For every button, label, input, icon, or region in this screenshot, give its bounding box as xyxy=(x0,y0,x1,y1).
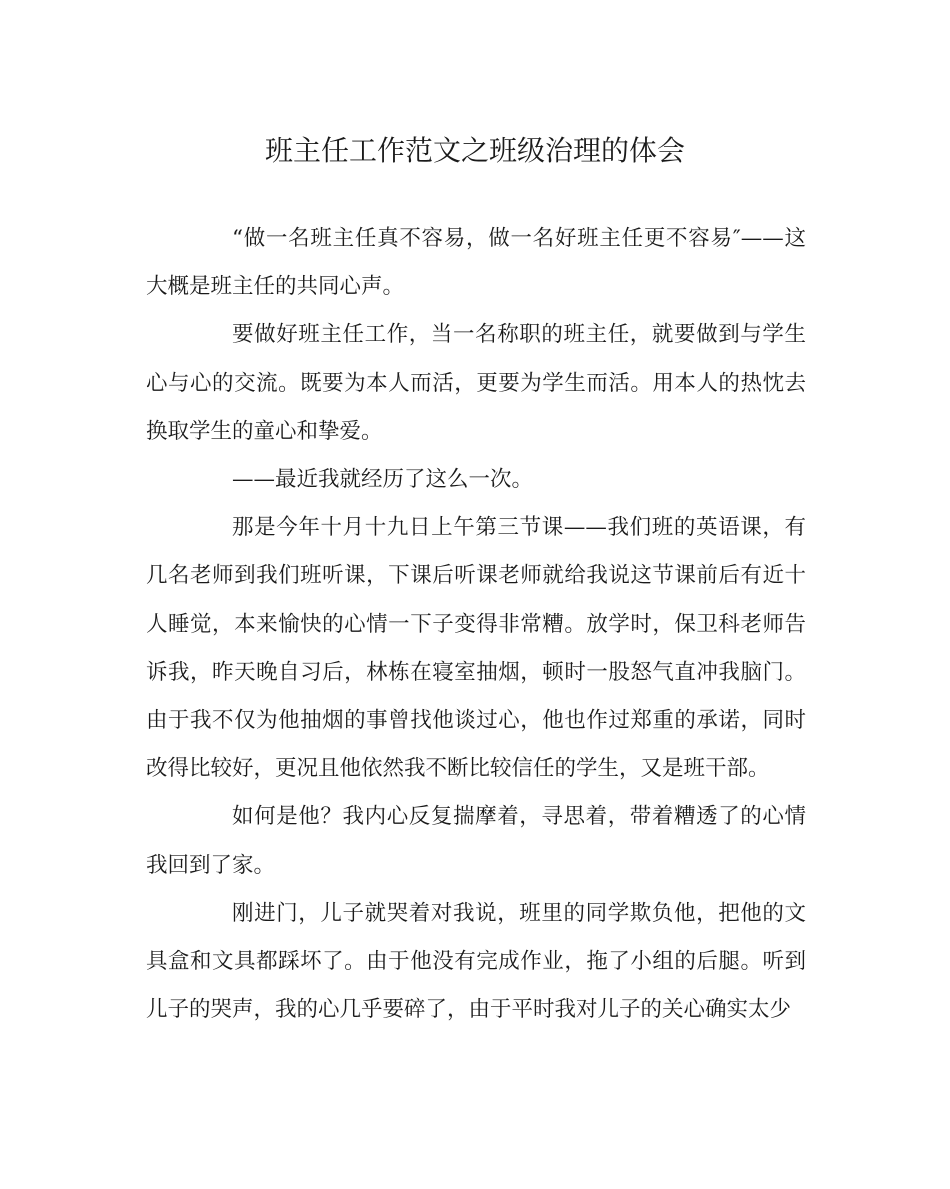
paragraph-2: 要做好班主任工作，当一名称职的班主任，就要做到与学生心与心的交流。既要为本人而活，更要为学生而活。用本人的热忱去换取学生的童心和挚爱。 xyxy=(146,322,806,444)
paragraph-6: 刚进门，儿子就哭着对我说，班里的同学欺负他，把他的文具盒和文具都踩坏了。由于他没有完成作业，拖了小组的后腿。听到儿子的哭声，我的心几乎要碎了，由于平时我对儿子的关心确实太少 xyxy=(146,900,806,1023)
document-body xyxy=(146,215,806,1034)
document-title: 班主任工作范文之班级治理的体会 xyxy=(264,134,685,167)
paragraph-5: 如何是他？我内心反复揣摩着，寻思着，带着糟透了的心情我回到了家。 xyxy=(146,804,806,878)
paragraph-3: ——最近我就经历了这么一次。 xyxy=(232,467,534,493)
paragraph-1: “做一名班主任真不容易，做一名好班主任更不容易″——这大概是班主任的共同心声。 xyxy=(146,226,806,300)
paragraph-4: 那是今年十月十九日上午第三节课——我们班的英语课，有几名老师到我们班听课，下课后听课老师就给我说这节课前后有近十人睡觉，本来愉快的心情一下子变得非常糟。放学时，保卫科老师告诉我，昨天晚自习后，林栋在寝室抽烟，顿时一股怒气直冲我脑门。由于我不仅为他抽烟的事曾找他谈过心，他也作过郑重的承诺，同时改得比较好，更况且他依然我不断比较信任的学生，又是班干部。 xyxy=(146,515,806,782)
